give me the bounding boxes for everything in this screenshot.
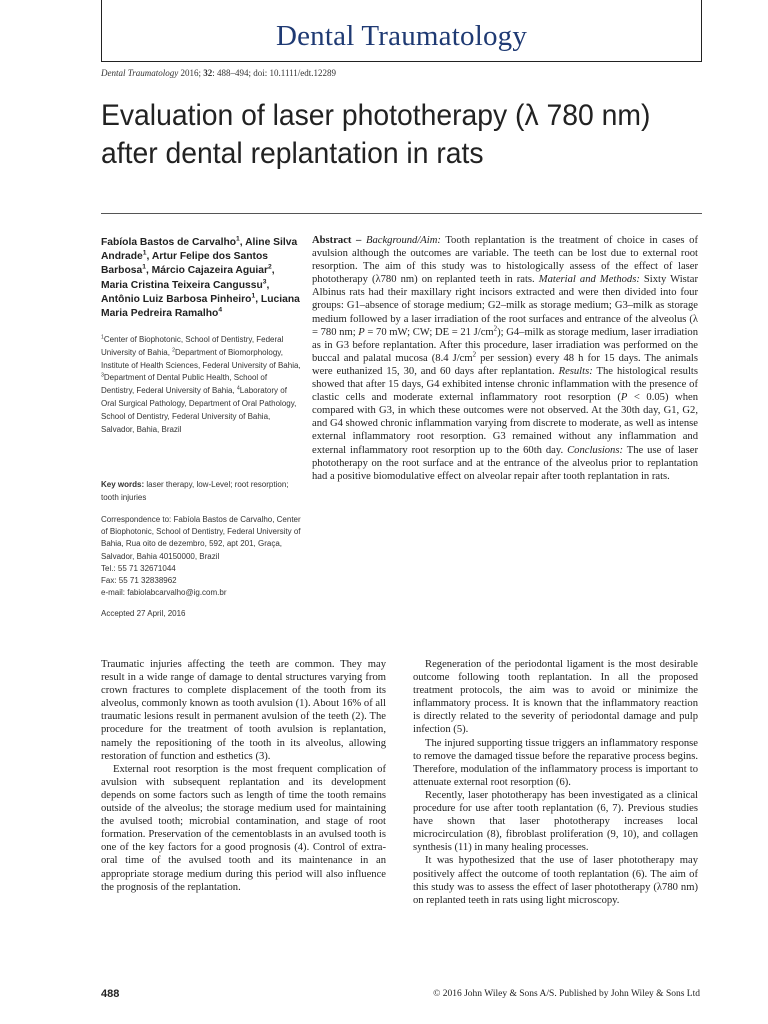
author-affil-ref: 1	[142, 249, 147, 257]
abstract-label: Abstract –	[312, 235, 366, 246]
author-affil-ref: 4	[218, 306, 223, 314]
author-name: Márcio Cajazeira Aguiar	[151, 265, 269, 277]
author-name: Luciana Maria Pedreira Ramalho	[101, 293, 300, 320]
abstract-conclusions: The use of laser phototherapy on the root surface and at the entrance of the alveolus prior to replantation had a positive biomodulative effect on alveolar repair after tooth replantation in rats.	[312, 444, 698, 482]
abstract-results: < 0.05) when compared with G3, in which these outcomes were not observed. At the 30th day, G1, G2, and G4 showed chronic inflammation varying from discrete to moderate, as well as intense external inflammatory root resorption. G3 remained without any inflammation and external inflammatory root resorption up to the 60th day.	[312, 392, 698, 456]
body-paragraph: Traumatic injuries affecting the teeth are common. They may result in a wide range of damage to dental structures varying from crown fractures to complete displacement of the tooth from its alveolus, commonly known as tooth avulsion (1). About 16% of all traumatic lesions result in permanent avulsion of the teeth (2). The procedure for the treatment of tooth avulsion is replantation, namely the repositioning of the tooth in its alveolus, allowing restoration of function and esthetics (3).	[101, 659, 386, 762]
author-name: Aline Silva Andrade	[101, 237, 298, 263]
affiliation-text: Center of Biophotonic, School of Dentistry, Federal University of Bahia,	[101, 335, 284, 357]
author-affil-ref: 1	[251, 292, 256, 300]
author-name: Fabíola Bastos de Carvalho	[101, 237, 237, 248]
affil-ref: 3	[101, 372, 104, 379]
body-paragraph: It was hypothesized that the use of laser phototherapy may positively affect the outcome of tooth replantation (6). The aim of this study was to assess the effect of laser phototherapy (λ780 nm) on replanted teeth in rats using light microscopy.	[413, 855, 698, 906]
accepted-date: Accepted 27 April, 2016	[101, 609, 186, 618]
abstract-methods-heading: Material and Methods:	[538, 274, 640, 286]
affiliation-text: Department of Biomorphology, Institute of Health Sciences, Federal University of Bahia,	[101, 347, 301, 370]
correspondence	[101, 514, 301, 599]
citation-pages-doi: : 488–494; doi: 10.1111/edt.12289	[212, 68, 337, 78]
author-affil-ref: 3	[262, 278, 267, 286]
page-number: 488	[101, 988, 120, 1000]
article-title	[101, 97, 687, 173]
affil-ref: 1	[101, 334, 104, 341]
correspondence-tel: Tel.: 55 71 32671044	[101, 563, 176, 573]
citation-journal: Dental Traumatology	[101, 68, 179, 78]
abstract-methods: ); G4–milk as storage medium, laser irradiation as in G3 before replantation. After this procedure, laser irradiation was performed on the buccal and palatal mucosa (8.4 J/cm	[312, 326, 699, 364]
citation-year: 2016;	[178, 68, 204, 78]
abstract-results-p: P	[620, 392, 628, 404]
superscript: 2	[493, 325, 498, 333]
correspondence-fax: Fax: 55 71 32838962	[101, 576, 177, 586]
author-affil-ref: 2	[268, 263, 272, 271]
correspondence-email: e-mail: fabiolabcarvalho@ig.com.br	[101, 588, 227, 598]
keywords-text: laser therapy, low-Level; root resorption; tooth injuries	[101, 480, 289, 502]
author-list: Fabíola Bastos de Carvalho$^1$, Aline Silva Andrade$^1$, Artur Felipe dos Santos Barbosa$^1$, Márcio Cajazeira Aguiar$^2$, Maria Cristina Teixeira Cangussu$^3$, Antônio Luiz Barbosa Pinheiro$^1$, Luciana Maria Pedreira Ramalho$^4$	[101, 235, 300, 320]
journal-header-box	[101, 0, 702, 62]
abstract-results-heading: Results:	[558, 365, 593, 377]
journal-name: Dental Traumatology	[275, 20, 528, 52]
citation-volume: 32	[203, 68, 213, 78]
abstract-methods-p: P	[358, 326, 365, 338]
superscript: 2	[472, 351, 477, 359]
citation-line	[101, 68, 336, 78]
abstract-methods: = 70 mW; CW; DE = 21 J/cm	[364, 326, 494, 338]
abstract-results: The histological results showed that after 15 days, G4 exhibited intense chronic inflammation with the presence of clastic cells and moderate external inflammatory root resorption (	[312, 365, 698, 404]
keywords	[101, 479, 301, 505]
affiliation-text: Laboratory of Oral Surgical Pathology, Department of Oral Pathology, School of Dentistry, Federal University of Bahia, Salvador, Bahia, Brazil	[101, 386, 297, 434]
author-name: Artur Felipe dos Santos Barbosa	[101, 251, 269, 277]
author-affil-ref: 1	[236, 235, 240, 243]
author-affil-ref: 1	[142, 263, 146, 271]
abstract-methods: Sixty Wistar Albinus rats had their maxillary right incisors extracted and were then divided into four groups: G1–absence of storage medium; G2–milk as storage medium; G3–milk as storage medium followed by a laser irradiation of the root surfaces and entrance of the alveolus (λ = 780 nm;	[312, 274, 698, 338]
body-paragraph: The injured supporting tissue triggers an inflammatory response to remove the damaged tissue before the reparative process begins. Therefore, modulation of the inflammatory process is important to attenuate external root resorption (6).	[413, 737, 698, 788]
abstract-methods: per session) every 48 h for 15 days. The animals were euthanized 15, 30, and 60 days after replantation.	[312, 352, 698, 377]
keywords-label: Key words:	[101, 480, 145, 489]
author-name: Maria Cristina Teixeira Cangussu	[101, 279, 263, 291]
correspondence-address: Correspondence to: Fabíola Bastos de Carvalho, Center of Biophotonic, School of Dentistry, Federal University of Bahia, Rua oito de dezembro, 592, apt 201, Graça, Salvador, Bahia 40150000, Brazil	[101, 515, 301, 561]
affiliations	[101, 334, 301, 436]
copyright-notice: © 2016 John Wiley & Sons A/S. Published by John Wiley & Sons Ltd	[433, 989, 700, 999]
header-divider	[101, 213, 702, 214]
body-paragraph: External root resorption is the most frequent complication of avulsion with subsequent replantation and its development depends on some factors such as length of time the tooth remains outside of the alveolus; the storage medium used for maintaining the avulsed tooth; microbial contamination, and stage of root formation. Preservation of the cementoblasts in an avulsed tooth is one of the key factors for a good prognosis (4). Control of extra-oral time of the avulsed tooth and its maintenance in an appropriate storage medium during this period will also influence the prognosis of the replantation.	[101, 763, 386, 893]
author-name: Antônio Luiz Barbosa Pinheiro	[101, 293, 252, 305]
body-column-right	[413, 658, 698, 907]
abstract-conclusions-heading: Conclusions:	[567, 444, 624, 456]
abstract	[312, 234, 698, 483]
title-line-2: after dental replantation in rats	[101, 137, 484, 170]
body-paragraph: Recently, laser phototherapy has been investigated as a clinical procedure for use after tooth replantation (6, 7). Previous studies have shown that laser phototherapy increases local microcirculation (8), fibroblast proliferation (9, 10), and collagen synthesis (11) in many healing processes.	[413, 789, 698, 854]
title-line-1: Evaluation of laser phototherapy (λ 780 nm)	[101, 99, 651, 132]
affil-ref: 4	[236, 385, 240, 392]
body-paragraph: Regeneration of the periodontal ligament is the most desirable outcome following tooth replantation. In all the proposed treatment protocols, the aim was to avoid or minimize the inflammatory process. It is known that the inflammatory reaction is directly related to the severity of periodontal damage and pulp infection (5).	[413, 659, 698, 736]
affil-ref: 2	[172, 347, 176, 354]
body-column-left	[101, 658, 386, 894]
abstract-background: Tooth replantation is the treatment of choice in cases of avulsion although the outcomes are variable. The teeth can be lost due to external root resorption. The aim of this study was to histologically assess of the effect of laser phototherapy (λ780 nm) on replanted teeth in rats.	[312, 235, 698, 286]
abstract-background-heading: Background/Aim:	[365, 235, 441, 246]
affiliation-text: Department of Dental Public Health, School of Dentistry, Federal University of Bahia,	[101, 373, 268, 396]
